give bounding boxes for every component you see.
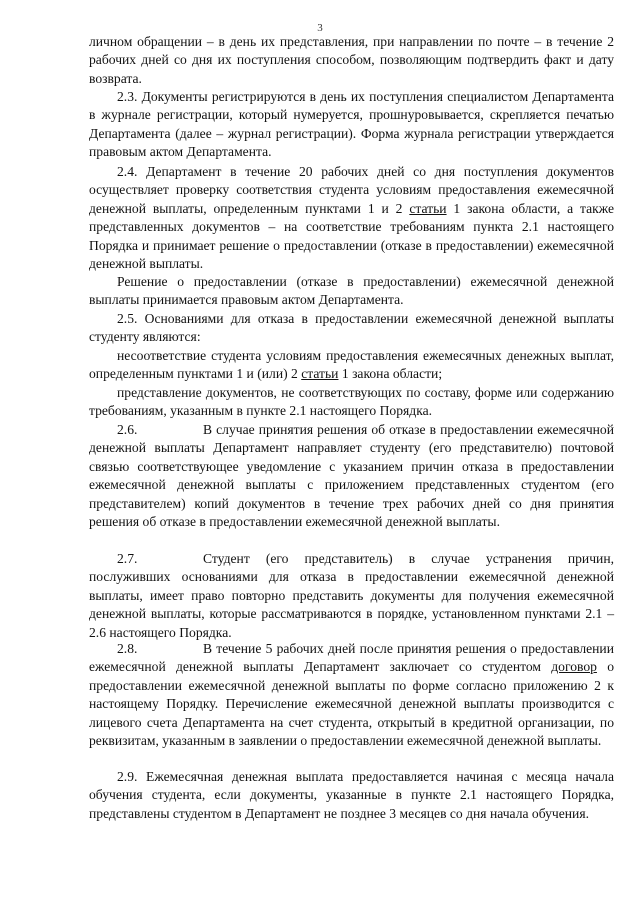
- clause-text: В случае принятия решения об отказе в предоставлении ежемесячной денежной выплаты Департамент направляет студенту (его представителю) почтовой связью соответствующее уведомление с указанием причин отказа в предоставлении ежемесячной денежной выплаты с приложением представленных студентом (его представителем) копий документов в течение трех рабочих дней со дня принятия решения об отказе в предоставлении ежемесячной денежной выплаты.: [89, 422, 614, 530]
- clause-text: Студент (его представитель) в случае устранения причин, послуживших основаниями для отказа в предоставлении ежемесячной денежной выплаты, имеет право повторно представить документы для получения ежемесячной денежной выплаты, которые рассматриваются в порядке, установленном пунктами 2.1 – 2.6 настоящего Порядка.: [89, 551, 614, 640]
- clause-text: В течение 5 рабочих дней после принятия решения о предоставлении ежемесячной денежной выплаты Департамент заключает со студентом: [89, 641, 614, 675]
- paragraph-2-5: 2.5. Основаниями для отказа в предоставлении ежемесячной денежной выплаты студенту являются:: [89, 311, 614, 345]
- refusal-ground-1-text-cont: 1 закона области;: [338, 366, 443, 382]
- paragraph-2-3: 2.3. Документы регистрируются в день их поступления специалистом Департамента в журнале регистрации, который нумеруется, прошнуровывается, скрепляется печатью Департамента (далее – журнал регистрации). Форма журнала регистрации утверждается правовым актом Департамента.: [89, 89, 614, 160]
- paragraph-2-6: [89, 421, 614, 531]
- paragraph-2-8: [89, 640, 614, 750]
- paragraph-2-4-text-cont: 1 закона области, а также представленных документов – на соответствие требованиям пункта 2.1 настоящего Порядка и принимает решение о предоставлении (отказе в предоставлении) ежемесячной денежной выплаты.: [89, 200, 615, 272]
- paragraph-2-4-text: 2.4. Департамент в течение 20 рабочих дней со дня поступления документов осуществляет проверку соответствия студента условиям предоставления ежемесячной денежной выплаты, определенным пунктами 1 и 2: [89, 164, 614, 216]
- refusal-ground-1-text: несоответствие студента условиям предоставления ежемесячных денежных выплат, определенным пунктами 1 и (или) 2: [89, 348, 614, 382]
- page-number: 3: [317, 22, 323, 34]
- clause-number: 2.8.: [117, 641, 138, 656]
- contract-link[interactable]: договор: [551, 659, 597, 675]
- paragraph-2-4: [89, 163, 614, 273]
- article-link[interactable]: статьи: [409, 200, 447, 216]
- paragraph-continuation: личном обращении – в день их представления, при направлении по почте – в течение 2 рабочих дней со дня их поступления способом, позволяющим подтвердить факт и дату возврата.: [89, 34, 614, 86]
- clause-number: 2.6.: [117, 422, 138, 437]
- paragraph-2-9: 2.9. Ежемесячная денежная выплата предоставляется начиная с месяца начала обучения студента, если документы, указанные в пункте 2.1 настоящего Порядка, представлены студентом в Департамент не позднее 3 месяцев со дня начала обучения.: [89, 769, 614, 821]
- paragraph-refusal-ground-2: представление документов, не соответствующих по составу, форме или содержанию требованиям, указанным в пункте 2.1 настоящего Порядка.: [89, 385, 614, 419]
- clause-text-cont: о предоставлении ежемесячной денежной выплаты по форме согласно приложению 2 к настоящему Порядку. Перечисление ежемесячной денежной выплаты производится с лицевого счета Департамента на счет студента, открытый в кредитной организации, по реквизитам, указанным в заявлении о предоставлении ежемесячной денежной выплаты.: [89, 659, 614, 749]
- article-link[interactable]: статьи: [301, 366, 339, 382]
- paragraph-2-7: [89, 550, 614, 642]
- paragraph-decision: Решение о предоставлении (отказе в предоставлении) ежемесячной денежной выплаты принимается правовым актом Департамента.: [89, 274, 614, 308]
- paragraph-refusal-ground-1: [89, 347, 614, 384]
- clause-number: 2.7.: [117, 551, 138, 566]
